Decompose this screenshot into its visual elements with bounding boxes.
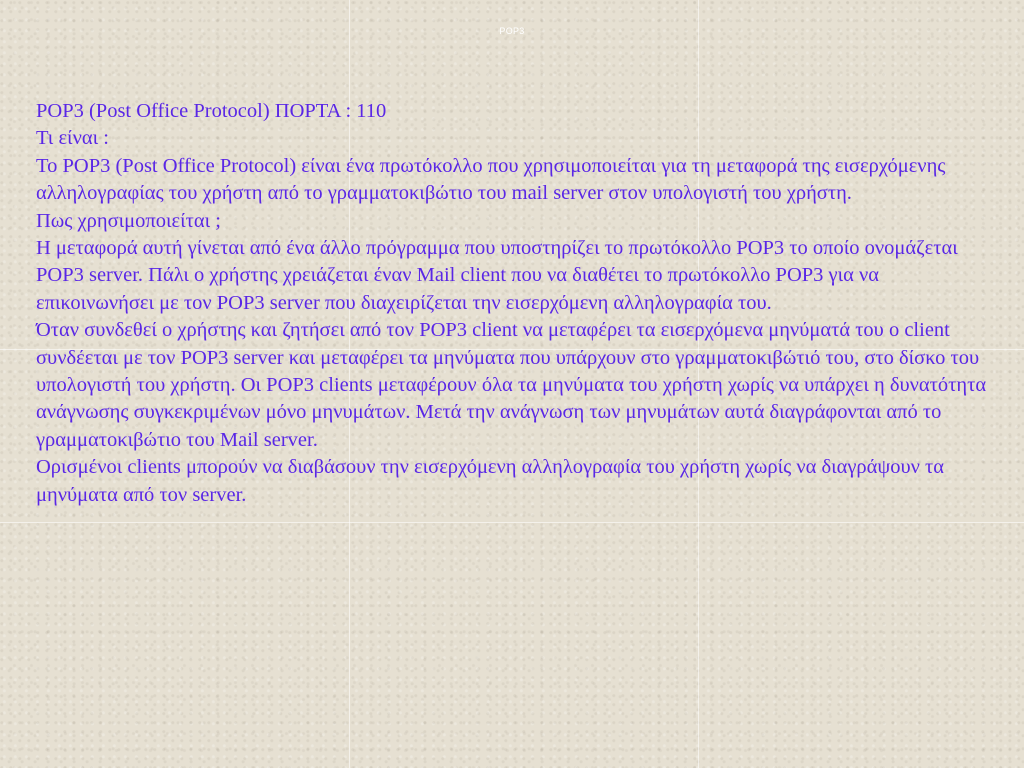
question-what-is: Τι είναι : (36, 127, 109, 150)
usage-paragraph: Η μεταφορά αυτή γίνεται από ένα άλλο πρόγραμμα που υποστηρίζει το πρωτόκολλο POP3 το οποίο ονομάζεται POP3 server. Πάλι ο χρήστης χρειάζεται έναν Mail client που να διαθέτει το πρωτόκολλο POP3 για να επικοινωνήσει με τον POP3 server που διαχειρίζεται την εισερχόμενη αλληλογραφία του. (36, 237, 958, 314)
question-how-used: Πως χρησιμοποιείται ; (36, 209, 221, 232)
definition-paragraph: Το POP3 (Post Office Protocol) είναι ένα πρωτόκολλο που χρησιμοποιείται για τη μεταφορά της εισερχόμενης αλληλογραφίας του χρήστη από το γραμματοκιβώτιο του mail server στον υπολογιστή του χρήστη. (36, 154, 946, 205)
heading-line: POP3 (Post Office Protocol) ΠΟΡΤΑ : 110 (36, 100, 387, 122)
background-seam (0, 522, 1024, 523)
clients-paragraph: Ορισμένοι clients μπορούν να διαβάσουν την εισερχόμενη αλληλογραφία του χρήστη χωρίς να διαγράψουν τα μηνύματα από τον server. (36, 456, 945, 506)
connection-paragraph: Όταν συνδεθεί ο χρήστης και ζητήσει από τον POP3 client να μεταφέρει τα εισερχόμενα μηνύματά του ο client συνδέεται με τον POP3 server και μεταφέρει τα μηνύματα που υπάρχουν στο γραμματοκιβώτιό του, στο δίσκο του υπολογιστή του χρήστη. Οι POP3 clients μεταφέρουν όλα τα μηνύματα του χρήστη χωρίς να υπάρχει η δυνατότητα ανάγνωσης συγκεκριμένων μόνο μηνυμάτων. Μετά την ανάγνωση των μηνυμάτων αυτά διαγράφονται από το γραμματοκιβώτιο του Mail server. (36, 319, 987, 451)
slide-body (36, 98, 1002, 509)
slide-title: POP3 (499, 26, 525, 36)
